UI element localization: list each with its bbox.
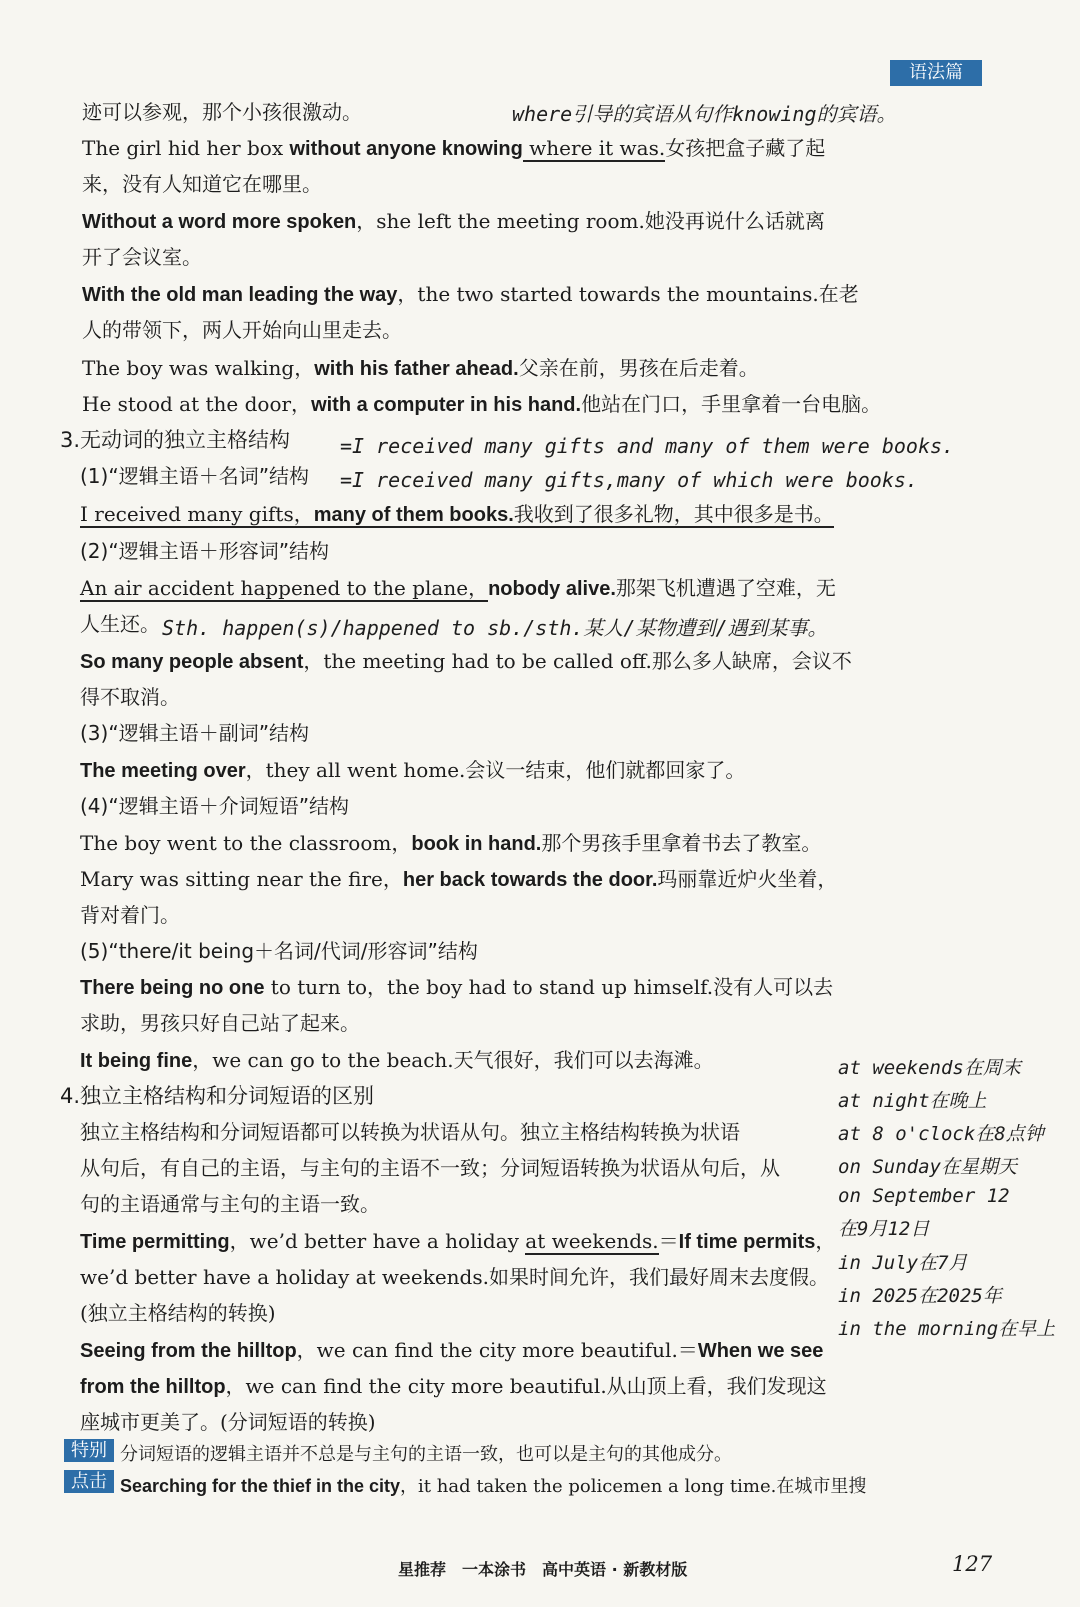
handwritten-note-happen: Sth. happen(s)/happened to sb./sth.某人/某物遭到/遇到某事。 bbox=[162, 616, 828, 640]
side-note: in 2025在2025年 bbox=[838, 1285, 1002, 1307]
side-note: at 8 o'clock在8点钟 bbox=[838, 1123, 1044, 1145]
text-line: Time permitting，we’d better have a holiday at weekends.＝If time permits， bbox=[80, 1229, 836, 1253]
text-line: The boy was walking，with his father ahead.父亲在前，男孩在后走着。 bbox=[82, 356, 759, 380]
text-line: (独立主格结构的转换) bbox=[80, 1301, 276, 1325]
section-heading-3: 3.无动词的独立主格结构 bbox=[60, 428, 291, 452]
side-note: in the morning在早上 bbox=[838, 1318, 1056, 1340]
handwritten-note-equivalent-1: =I received many gifts and many of them were books. bbox=[340, 434, 955, 458]
text-line: 背对着门。 bbox=[80, 903, 180, 927]
subheading-1: (1)“逻辑主语＋名词”结构 bbox=[80, 464, 310, 488]
side-note: on September 12 bbox=[838, 1185, 1010, 1207]
section-heading-4: 4.独立主格结构和分词短语的区别 bbox=[60, 1084, 375, 1108]
text-line: 句的主语通常与主句的主语一致。 bbox=[80, 1192, 380, 1216]
subheading-3: (3)“逻辑主语＋副词”结构 bbox=[80, 721, 310, 745]
side-note: on Sunday在星期天 bbox=[838, 1156, 1017, 1178]
side-note: at night在晚上 bbox=[838, 1090, 987, 1112]
handwritten-note-where-clause: where引导的宾语从句作knowing的宾语。 bbox=[512, 102, 897, 126]
text-line: Seeing from the hilltop，we can find the city more beautiful.＝When we see bbox=[80, 1338, 824, 1362]
text-line: 人生还。 bbox=[80, 612, 160, 636]
text-line: The meeting over，they all went home.会议一结束，他们就都回家了。 bbox=[80, 758, 746, 782]
text-line: With the old man leading the way，the two started towards the mountains.在老 bbox=[82, 282, 859, 306]
tip-text: 分词短语的逻辑主语并不总是与主句的主语一致，也可以是主句的其他成分。 bbox=[120, 1444, 732, 1465]
text-line: I received many gifts，many of them books.我收到了很多礼物，其中很多是书。 bbox=[80, 502, 834, 526]
page-number: 127 bbox=[952, 1552, 993, 1576]
side-note: at weekends在周末 bbox=[838, 1057, 1021, 1079]
tip-example: Searching for the thief in the city，it had taken the policemen a long time.在城市里搜 bbox=[120, 1476, 867, 1497]
text-line: 从句后，有自己的主语，与主句的主语不一致；分词短语转换为状语从句后，从 bbox=[80, 1156, 780, 1180]
text-line: There being no one to turn to，the boy had to stand up himself.没有人可以去 bbox=[80, 975, 834, 999]
text-line: Mary was sitting near the fire，her back towards the door.玛丽靠近炉火坐着， bbox=[80, 867, 838, 891]
text-line: The girl hid her box without anyone knowing where it was.女孩把盒子藏了起 bbox=[82, 136, 826, 160]
text-line: The boy went to the classroom，book in hand.那个男孩手里拿着书去了教室。 bbox=[80, 831, 822, 855]
subheading-2: (2)“逻辑主语＋形容词”结构 bbox=[80, 539, 330, 563]
text-line: 开了会议室。 bbox=[82, 245, 202, 269]
text-line: 迹可以参观，那个小孩很激动。 bbox=[82, 100, 362, 124]
subheading-4: (4)“逻辑主语＋介词短语”结构 bbox=[80, 794, 350, 818]
page-footer: 星推荐 一本涂书 高中英语 · 新教材版 bbox=[398, 1560, 688, 1579]
text-line: An air accident happened to the plane，nobody alive.那架飞机遭遇了空难，无 bbox=[80, 576, 836, 600]
special-tip-badge-bottom: 点击 bbox=[64, 1470, 114, 1493]
special-tip-badge-top: 特别 bbox=[64, 1439, 114, 1462]
subheading-5: (5)“there/it being＋名词/代词/形容词”结构 bbox=[80, 939, 478, 963]
text-line: 得不取消。 bbox=[80, 685, 180, 709]
side-note: in July在7月 bbox=[838, 1252, 968, 1274]
text-line: from the hilltop，we can find the city more beautiful.从山顶上看，我们发现这 bbox=[80, 1374, 827, 1398]
text-line: 人的带领下，两人开始向山里走去。 bbox=[82, 318, 402, 342]
side-note: 在9月12日 bbox=[838, 1218, 930, 1240]
section-tag: 语法篇 bbox=[890, 60, 982, 86]
text-line: 座城市更美了。(分词短语的转换) bbox=[80, 1410, 376, 1434]
text-line: 来，没有人知道它在哪里。 bbox=[82, 172, 322, 196]
text-line: we’d better have a holiday at weekends.如果时间允许，我们最好周末去度假。 bbox=[80, 1265, 829, 1289]
handwritten-note-equivalent-2: =I received many gifts,many of which were books. bbox=[340, 468, 918, 492]
text-line: He stood at the door，with a computer in his hand.他站在门口，手里拿着一台电脑。 bbox=[82, 392, 882, 416]
text-line: So many people absent，the meeting had to be called off.那么多人缺席，会议不 bbox=[80, 649, 852, 673]
text-line: 独立主格结构和分词短语都可以转换为状语从句。独立主格结构转换为状语 bbox=[80, 1120, 740, 1144]
text-line: It being fine，we can go to the beach.天气很好，我们可以去海滩。 bbox=[80, 1048, 714, 1072]
text-line: Without a word more spoken，she left the meeting room.她没再说什么话就离 bbox=[82, 209, 825, 233]
text-line: 求助，男孩只好自己站了起来。 bbox=[80, 1011, 360, 1035]
